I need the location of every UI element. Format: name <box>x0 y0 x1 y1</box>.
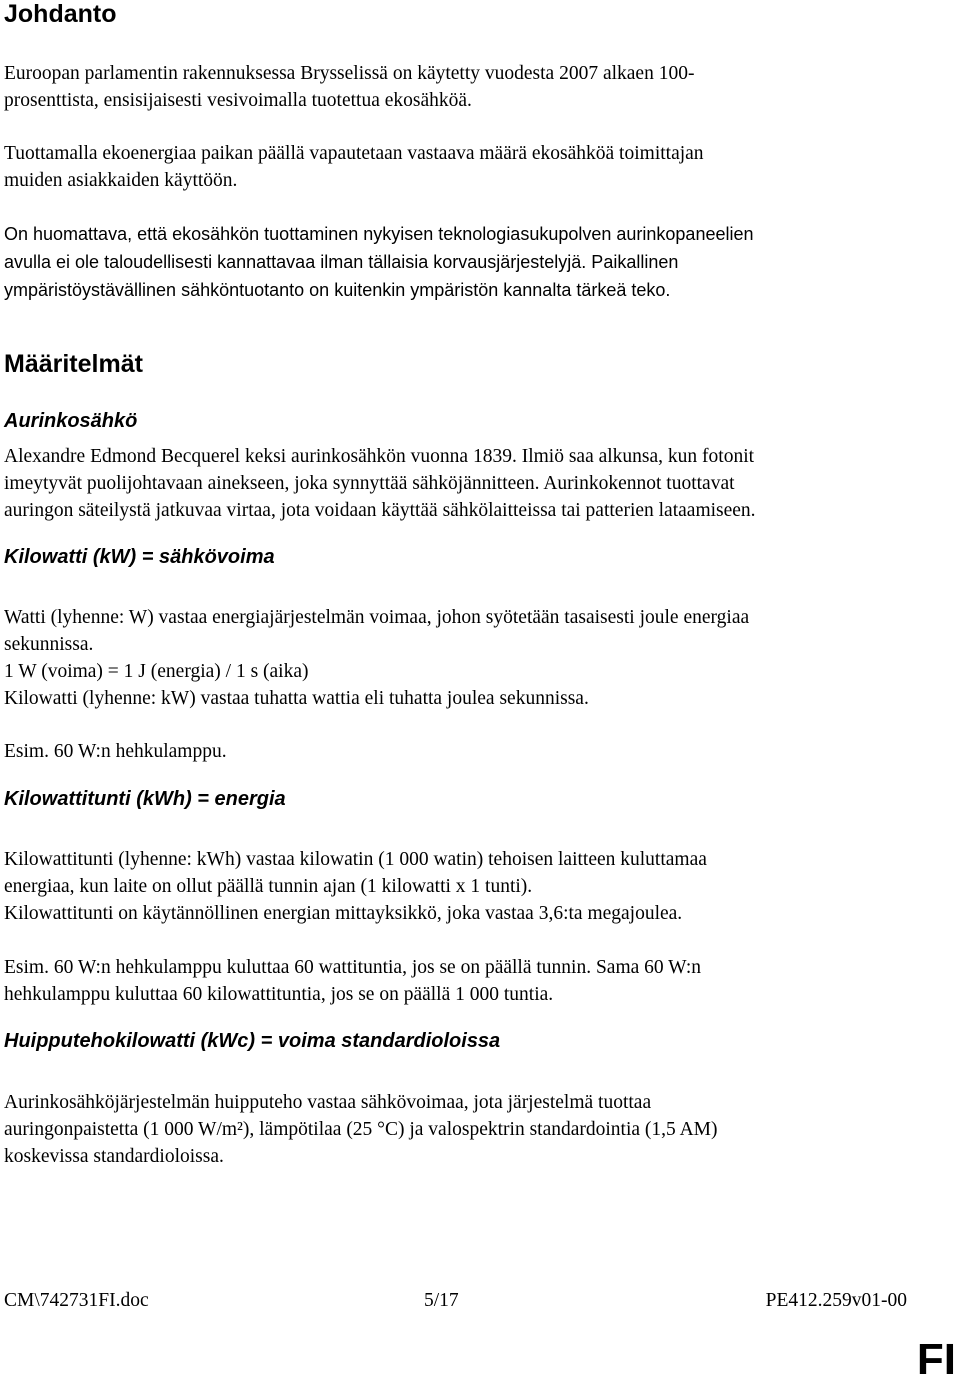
kilowatti-line-1: Watti (lyhenne: W) vastaa energiajärjestelmän voimaa, johon syötetään tasaisesti joule energiaa <box>4 607 750 628</box>
kilowattitunti-line-1: Kilowattitunti (lyhenne: kWh) vastaa kilowatin (1 000 watin) tehoisen laitteen kuluttamaa <box>4 849 707 870</box>
heading-johdanto: Johdanto <box>4 0 117 28</box>
footer-doc-reference: CM\742731FI.doc <box>4 1290 149 1311</box>
kilowattitunti-line-3: Kilowattitunti on käytännöllinen energian mittayksikkö, joka vastaa 3,6:ta megajoulea. <box>4 903 683 924</box>
intro-p2-line-2: muiden asiakkaiden käyttöön. <box>4 170 238 191</box>
heading-kilowattitunti: Kilowattitunti (kWh) = energia <box>4 788 286 810</box>
heading-kilowatti: Kilowatti (kW) = sähkövoima <box>4 546 275 568</box>
huipputeho-line-1: Aurinkosähköjärjestelmän huipputeho vastaa sähkövoimaa, jota järjestelmä tuottaa <box>4 1092 652 1113</box>
kilowatti-example: Esim. 60 W:n hehkulamppu. <box>4 741 227 762</box>
kilowatti-line-4: Kilowatti (lyhenne: kW) vastaa tuhatta wattia eli tuhatta joulea sekunnissa. <box>4 688 589 709</box>
heading-maaritelmat: Määritelmät <box>4 350 143 378</box>
kilowatti-paragraph <box>4 604 944 712</box>
intro-p1-line-1: Euroopan parlamentin rakennuksessa Brysselissä on käytetty vuodesta 2007 alkaen 100- <box>4 63 695 84</box>
huipputeho-paragraph <box>4 1089 944 1170</box>
aurinkosahko-paragraph <box>4 443 944 524</box>
huipputeho-line-2: auringonpaistetta (1 000 W/m²), lämpötilaa (25 °C) ja valospektrin standardointia (1,5 AM) <box>4 1119 718 1140</box>
aurinkosahko-line-3: auringon säteilystä jatkuvaa virtaa, jota voidaan käyttää sähkölaitteissa tai patterien lataamiseen. <box>4 500 756 521</box>
intro-p1-line-2: prosenttista, ensisijaisesti vesivoimalla tuotettua ekosähköä. <box>4 90 472 111</box>
heading-huipputeho: Huipputehokilowatti (kWc) = voima standardioloissa <box>4 1030 501 1052</box>
kilowattitunti-example-line-1: Esim. 60 W:n hehkulamppu kuluttaa 60 wattituntia, jos se on päällä tunnin. Sama 60 W:n <box>4 957 702 978</box>
footer-pe-reference: PE412.259v01-00 <box>765 1290 907 1311</box>
intro-p2-line-1: Tuottamalla ekoenergiaa paikan päällä vapautetaan vastaava määrä ekosähköä toimittajan <box>4 143 704 164</box>
heading-aurinkosahko: Aurinkosähkö <box>4 410 138 432</box>
intro-paragraph-2 <box>4 140 944 194</box>
kilowatti-line-2: sekunnissa. <box>4 634 94 655</box>
language-code: FI <box>916 1335 956 1384</box>
huipputeho-line-3: koskevissa standardioloissa. <box>4 1146 224 1167</box>
intro-paragraph-1 <box>4 60 944 114</box>
kilowattitunti-example-line-2: hehkulamppu kuluttaa 60 kilowattituntia, jos se on päällä 1 000 tuntia. <box>4 984 554 1005</box>
aurinkosahko-line-1: Alexandre Edmond Becquerel keksi aurinkosähkön vuonna 1839. Ilmiö saa alkunsa, kun fotonit <box>4 446 755 467</box>
intro-p3-line-3: ympäristöystävällinen sähköntuotanto on kuitenkin ympäristön kannalta tärkeä teko. <box>4 280 671 300</box>
kilowattitunti-line-2: energiaa, kun laite on ollut päällä tunnin ajan (1 kilowatti x 1 tunti). <box>4 876 533 897</box>
kilowattitunti-paragraph <box>4 846 944 927</box>
intro-paragraph-3 <box>4 220 944 304</box>
footer-page-number: 5/17 <box>424 1290 459 1311</box>
intro-p3-line-1: On huomattava, että ekosähkön tuottaminen nykyisen teknologiasukupolven aurinkopaneelien <box>4 224 754 244</box>
kilowatti-line-3: 1 W (voima) = 1 J (energia) / 1 s (aika) <box>4 661 309 682</box>
kilowattitunti-example <box>4 954 944 1008</box>
aurinkosahko-line-2: imeytyvät puolijohtavaan ainekseen, joka synnyttää sähköjännitteen. Aurinkokennot tuottavat <box>4 473 735 494</box>
intro-p3-line-2: avulla ei ole taloudellisesti kannattavaa ilman tällaisia korvausjärjestelyjä. Paikallinen <box>4 252 679 272</box>
